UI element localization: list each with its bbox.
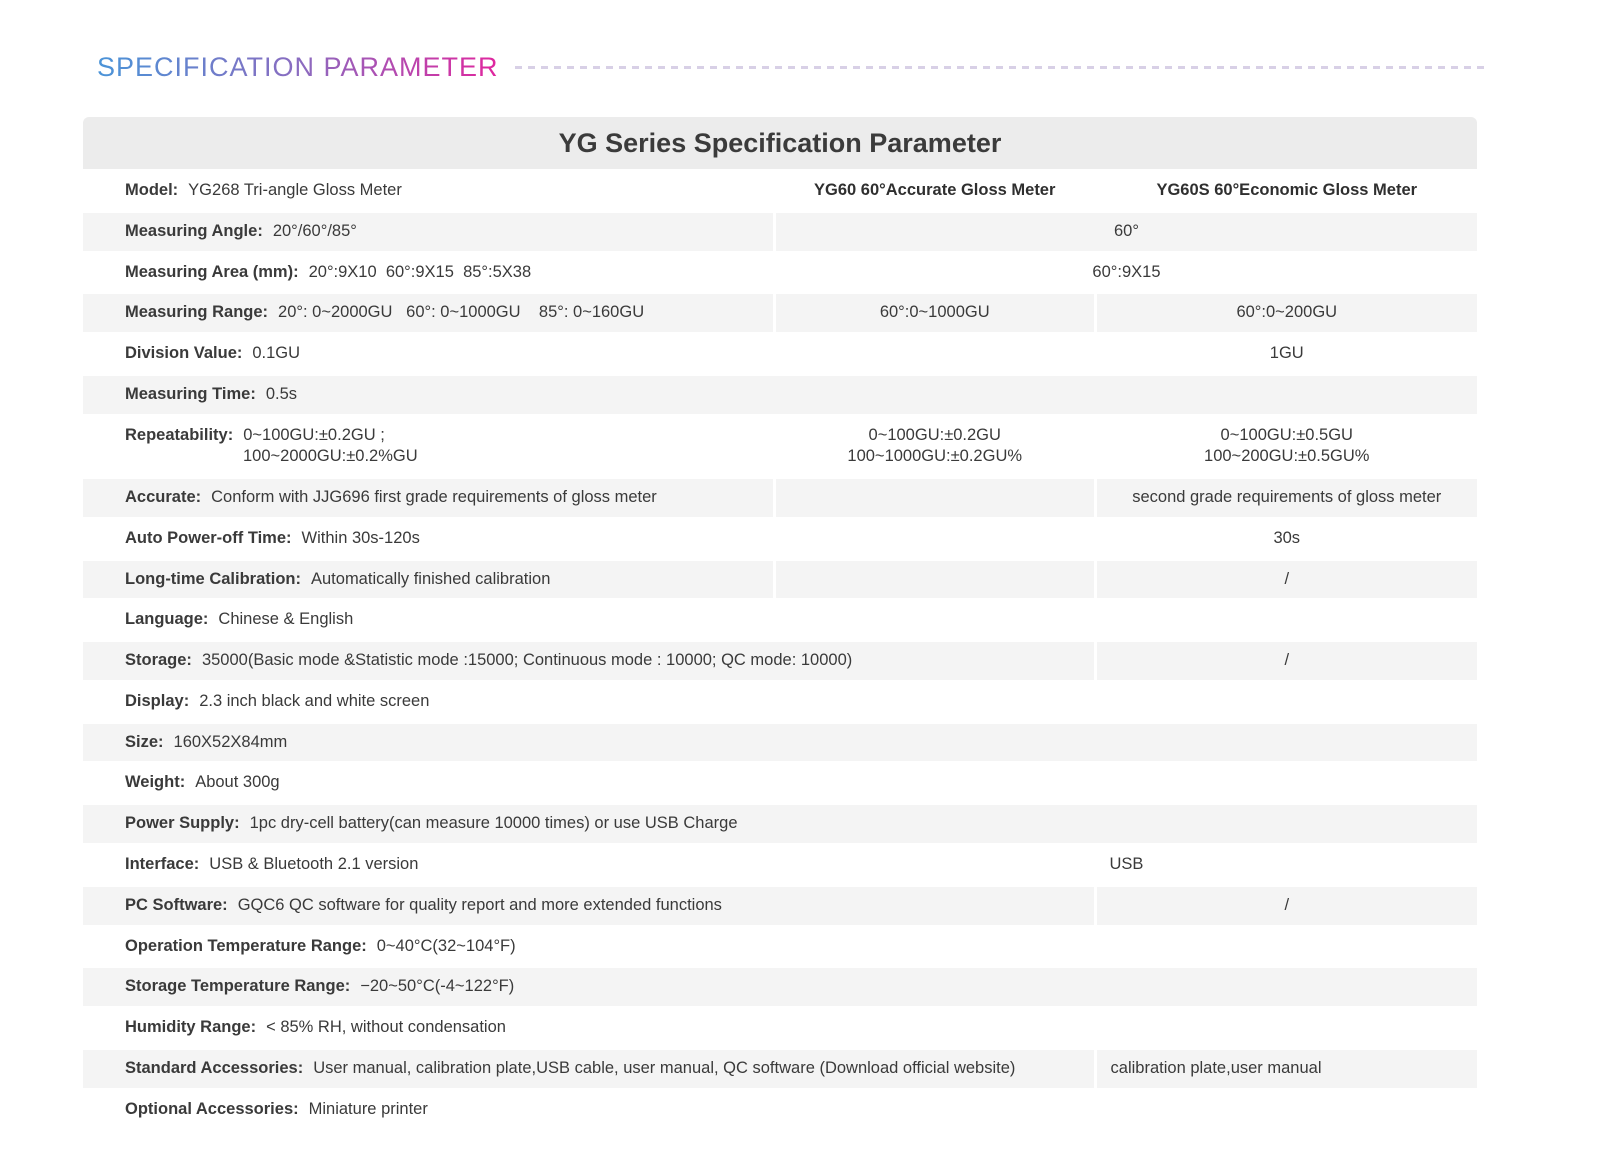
spec-cell-line: 100~1000GU:±0.2GU%: [847, 447, 1023, 466]
spec-label-line: [125, 384, 1467, 406]
spec-label-line: [125, 221, 763, 243]
spec-value: GQC6 QC software for quality report and more extended functions: [237, 895, 722, 914]
spec-row: [83, 374, 1477, 415]
spec-label: Storage Temperature Range:: [125, 977, 351, 996]
spec-label: Humidity Range:: [125, 1018, 257, 1037]
spec-cell: [774, 415, 1095, 478]
spec-label: Measuring Angle:: [125, 221, 263, 240]
spec-label-line: [125, 528, 763, 550]
spec-cell: [774, 478, 1095, 519]
spec-label: Measuring Range:: [125, 303, 269, 322]
spec-value: Within 30s-120s: [301, 528, 420, 547]
spec-label-cell: [83, 722, 1477, 763]
spec-label-line: [125, 772, 1467, 794]
spec-cell-line: second grade requirements of gloss meter: [1132, 488, 1442, 507]
spec-cell-line: /: [1284, 895, 1290, 914]
spec-label-cell: [83, 845, 774, 886]
spec-label-line: [125, 1058, 1084, 1080]
spec-label-cell: [83, 926, 1477, 967]
spec-row: [83, 1008, 1477, 1049]
spec-cell-line: 60°:9X15: [1092, 262, 1161, 281]
spec-label-cell: [83, 967, 1477, 1008]
spec-value: 0~100GU:±0.2GU ;: [243, 425, 385, 444]
spec-row: [83, 334, 1477, 375]
spec-cell: [1095, 415, 1477, 478]
spec-row: [83, 415, 1477, 478]
spec-cell-line: 60°: [1113, 221, 1139, 240]
spec-label-cell: [83, 478, 774, 519]
spec-cell: [1095, 641, 1477, 682]
spec-label-line: [125, 1017, 1467, 1039]
spec-row: [83, 559, 1477, 600]
spec-label-line: [125, 609, 1467, 631]
spec-value: Conform with JJG696 first grade requirements of gloss meter: [211, 488, 657, 507]
spec-label-cell: [83, 641, 1095, 682]
spec-cell: [1095, 478, 1477, 519]
spec-value: 20°: 0~2000GU 60°: 0~1000GU 85°: 0~160GU: [278, 303, 645, 322]
spec-cell-line: 60°:0~1000GU: [879, 303, 990, 322]
spec-value: 1pc dry-cell battery(can measure 10000 times) or use USB Charge: [249, 814, 738, 833]
spec-row: [83, 845, 1477, 886]
spec-label: Measuring Area (mm):: [125, 262, 299, 281]
spec-label-line: [125, 936, 1467, 958]
spec-value: 0~40°C(32~104°F): [376, 936, 516, 955]
spec-label: Repeatability:: [125, 425, 234, 444]
spec-label-cell: [83, 885, 1095, 926]
spec-label-line: [125, 813, 1467, 835]
spec-label-line: [125, 976, 1467, 998]
spec-cell: [774, 845, 1477, 886]
spec-label-line: [125, 180, 763, 202]
spec-value: YG268 Tri-angle Gloss Meter: [188, 181, 402, 199]
spec-label-line: [125, 487, 763, 509]
spec-label-line: [125, 343, 763, 365]
spec-cell: [774, 293, 1095, 334]
spec-cell-line: YG60S 60°Economic Gloss Meter: [1156, 181, 1418, 199]
spec-label-line: [125, 1099, 1467, 1121]
spec-value: About 300g: [195, 773, 280, 792]
spec-label: Weight:: [125, 773, 186, 792]
spec-value: USB & Bluetooth 2.1 version: [209, 855, 419, 874]
spec-row: [83, 681, 1477, 722]
spec-cell-line: 1GU: [1269, 344, 1304, 363]
spec-label-cell: [83, 171, 774, 212]
spec-cell-line: 0~100GU:±0.5GU: [1220, 425, 1353, 444]
spec-label-cell: [83, 293, 774, 334]
spec-row: [83, 600, 1477, 641]
spec-row: [83, 926, 1477, 967]
spec-cell-line: USB: [1109, 855, 1144, 874]
spec-table-container: [83, 117, 1477, 1128]
section-heading: SPECIFICATION PARAMETER: [97, 52, 499, 82]
spec-label-cell: [83, 1048, 1095, 1089]
spec-cell: [774, 211, 1477, 252]
spec-label-line: [125, 895, 1084, 917]
spec-row: [83, 518, 1477, 559]
spec-label-cell: [83, 559, 774, 600]
spec-table: [83, 169, 1477, 1128]
spec-row: [83, 252, 1477, 293]
spec-label: Standard Accessories:: [125, 1058, 304, 1077]
spec-label-cell: [83, 600, 1477, 641]
spec-cell: [774, 518, 1095, 559]
spec-label: Interface:: [125, 855, 200, 874]
spec-cell-line: /: [1284, 569, 1290, 588]
spec-label-cell: [83, 1008, 1477, 1049]
spec-cell-line: calibration plate,user manual: [1110, 1058, 1322, 1077]
spec-row: [83, 171, 1477, 212]
spec-cell: [1095, 1048, 1477, 1089]
spec-cell: [1095, 559, 1477, 600]
spec-cell-line: 30s: [1273, 528, 1301, 547]
spec-cell: [774, 334, 1095, 375]
spec-value: Automatically finished calibration: [311, 569, 551, 588]
spec-row: [83, 885, 1477, 926]
spec-value: Chinese & English: [218, 610, 354, 629]
spec-label: Language:: [125, 610, 209, 629]
spec-cell: [1095, 293, 1477, 334]
spec-row: [83, 967, 1477, 1008]
spec-cell-line: 60°:0~200GU: [1236, 303, 1338, 322]
spec-label-cell: [83, 681, 1477, 722]
spec-value: 35000(Basic mode &Statistic mode :15000; Continuous mode : 10000; QC mode: 10000): [201, 651, 853, 670]
spec-label: Auto Power-off Time:: [125, 528, 292, 547]
spec-label: Operation Temperature Range:: [125, 936, 367, 955]
spec-cell-line: /: [1284, 651, 1290, 670]
spec-label-line: [125, 691, 1467, 713]
spec-cell-line: 100~200GU:±0.5GU%: [1204, 447, 1370, 466]
spec-label-line: [125, 302, 763, 324]
spec-label-line: [125, 854, 763, 876]
spec-cell: [774, 171, 1095, 212]
spec-label-line: [125, 569, 763, 591]
table-title: YG Series Specification Parameter: [83, 117, 1477, 169]
spec-row: [83, 763, 1477, 804]
spec-cell-line: 0~100GU:±0.2GU: [868, 425, 1001, 444]
spec-value: −20~50°C(-4~122°F): [360, 977, 515, 996]
spec-label-line: [125, 650, 1084, 672]
spec-label: Power Supply:: [125, 814, 240, 833]
spec-label-cell: [83, 334, 774, 375]
spec-row: [83, 211, 1477, 252]
spec-label: Optional Accessories:: [125, 1099, 299, 1118]
spec-value: 2.3 inch black and white screen: [199, 691, 430, 710]
spec-cell: [1095, 334, 1477, 375]
spec-row: [83, 1089, 1477, 1128]
spec-label-cell: [83, 1089, 1477, 1128]
spec-row: [83, 478, 1477, 519]
spec-row: [83, 804, 1477, 845]
spec-value: 0.1GU: [252, 344, 301, 363]
spec-label: Division Value:: [125, 344, 243, 363]
spec-cell: [1095, 171, 1477, 212]
spec-label-line: [125, 732, 1467, 754]
spec-label: Size:: [125, 732, 164, 751]
page: [0, 52, 1601, 1128]
spec-value: 20°:9X10 60°:9X15 85°:5X38: [308, 262, 532, 281]
spec-cell-line: YG60 60°Accurate Gloss Meter: [814, 181, 1056, 199]
spec-value-line2: 100~2000GU:±0.2%GU: [243, 447, 418, 466]
spec-value: 160X52X84mm: [173, 732, 288, 751]
spec-label-cell: [83, 374, 1477, 415]
spec-table-body: [83, 171, 1477, 1129]
spec-label-cell: [83, 252, 774, 293]
spec-cell: [774, 559, 1095, 600]
spec-label: Storage:: [125, 651, 192, 670]
spec-cell: [1095, 518, 1477, 559]
spec-value: User manual, calibration plate,USB cable, user manual, QC software (Download official website): [313, 1058, 1016, 1077]
spec-label-cell: [83, 211, 774, 252]
spec-label: PC Software:: [125, 895, 228, 914]
spec-value: Miniature printer: [308, 1099, 428, 1118]
spec-label: Display:: [125, 691, 190, 710]
spec-row: [83, 1048, 1477, 1089]
spec-label: Long-time Calibration:: [125, 569, 301, 588]
spec-row: [83, 293, 1477, 334]
spec-label-line: [125, 425, 763, 447]
spec-row: [83, 641, 1477, 682]
section-heading-row: [97, 52, 1487, 83]
spec-label-cell: [83, 415, 774, 478]
spec-row: [83, 722, 1477, 763]
spec-value: < 85% RH, without condensation: [266, 1018, 506, 1037]
spec-label: Accurate:: [125, 488, 202, 507]
spec-label: Model:: [125, 181, 179, 199]
spec-value: 0.5s: [265, 384, 297, 403]
spec-label-cell: [83, 804, 1477, 845]
spec-value: 20°/60°/85°: [272, 221, 357, 240]
spec-label-line: [125, 262, 763, 284]
spec-label: Measuring Time:: [125, 384, 256, 403]
spec-cell: [774, 252, 1477, 293]
spec-cell: [1095, 885, 1477, 926]
spec-label-cell: [83, 763, 1477, 804]
spec-label-cell: [83, 518, 774, 559]
heading-dashed-line: [515, 66, 1487, 69]
